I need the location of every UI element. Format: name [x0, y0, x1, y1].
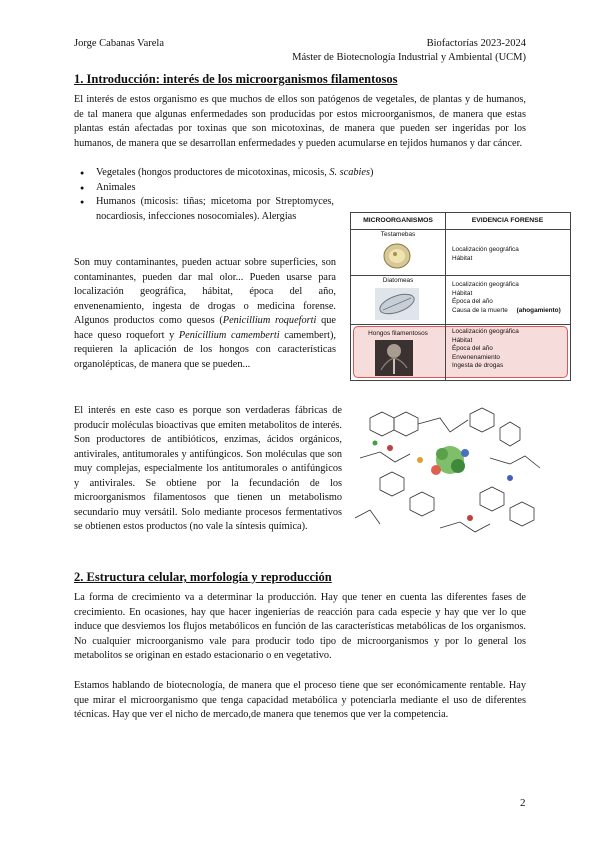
page-number: 2	[520, 797, 526, 809]
list-item: ● Animales	[74, 181, 334, 196]
list-item: ● Vegetales (hongos productores de micotoxinas, micosis, S. scabies)	[74, 166, 466, 181]
section1-paragraph3: El interés en este caso es porque son verdaderas fábricas de producir moléculas bioactivas que emiten metabolitos de interés. Son productores de antibióticos, enzimas, ácidos orgánicos, antivirales, antitumorales y antifúngicos. Son moléculas que son muy complejas, especialmente los antitumorales o antifúngicos y antivirales. Se obtiene por la fecundación de los microorganismos filamentosos que tienen un metabolismo secundario muy versátil. Solo mediante procesos fermentativos se obtienen estos productos (no vale la síntesis química).	[74, 405, 342, 532]
table-header-microorganisms: MICROORGANISMOS	[351, 213, 445, 230]
header-course: Biofactorías 2023-2024	[426, 38, 526, 49]
table-row: Hongos filamentosos Localización geográfica Hábitat Época del año Envenenamiento Ingesta de drogas	[351, 325, 570, 379]
bullet-list	[74, 166, 374, 224]
section2-paragraph1: La forma de crecimiento va a determinar la producción. Hay que tener en cuenta las diferentes fases de crecimiento. En ocasiones, hay que hacer ingenierías de reacción para cada especie y hay que ver lo que induce que desviemos los flujos metabólicos en función de las características metabólicas de los organismos. No cualquier microorganismo vale para producir todo tipo de microorganismos y por lo general los metabolitos se originan en estado estacionario o en vegetativo.	[74, 592, 526, 661]
diatom-image	[375, 288, 419, 320]
table-row: Testamebas Localización geográfica Hábitat	[351, 229, 570, 275]
list-item: ● Humanos (micosis: tiñas; micetoma por Streptomyces, nocardiosis, infecciones nosocomiales). Alergias	[74, 195, 334, 224]
row-name: Diatomeas	[382, 277, 414, 284]
header-author: Jorge Cabanas Varela	[74, 38, 164, 49]
forensic-evidence-table	[350, 212, 571, 381]
header-program: Máster de Biotecnología Industrial y Ambiental (UCM)	[292, 52, 526, 63]
testamoeba-image	[381, 241, 413, 271]
section2-paragraph2: Estamos hablando de biotecnología, de manera que el proceso tiene que ser económicamente rentable. Hay que mirar el microorganismo que tenga capacidad metabólica y potenciarla mediante el uso de diferentes técnicas. Hay que ver el nicho de mercado,de manera que tenemos que ver la competencia.	[74, 680, 526, 720]
table-header-evidence: EVIDENCIA FORENSE	[445, 213, 570, 230]
section1-intro: El interés de estos organismo es que muchos de ellos son patógenos de vegetales, de plantas y de humanos, de tal manera que algunas enfermedades son producidas por estos microorganismos, de manera que estas plantas están afectadas por toxinas que son micotoxinas, de manera que pueden ser ingeridas por los humanos, de manera que se desarrollan enfermedades y pueden acumularse en tejidos humanos y dar cáncer.	[74, 94, 526, 149]
table-row: Diatomeas Localización geográfica Hábitat Época del año Causa de la muerte (ahogamiento)	[351, 276, 570, 324]
section1-title: 1. Introducción: interés de los microorganismos filamentosos	[74, 72, 398, 86]
row-name: Testamebas	[380, 231, 416, 238]
metabolite-structures-image	[350, 398, 550, 548]
row-name: Hongos filamentosos	[368, 330, 428, 337]
section1-paragraph2: Son muy contaminantes, pueden actuar sobre superficies, son contaminantes, pueden dar mal olor... Pueden usarse para localización geográfica, hábitat, época del año, envenenamiento, ingesta de drogas o medicina forense. Algunos productos como quesos (Penicillium roqueforti que hace queso roquefort y Penicillium camemberti camembert), requieren la aplicación de los hongos con características organolépticas, de manera que se pueden...	[74, 257, 336, 370]
section2-title: 2. Estructura celular, morfología y reproducción	[74, 570, 332, 584]
filamentous-fungi-image	[375, 340, 413, 376]
